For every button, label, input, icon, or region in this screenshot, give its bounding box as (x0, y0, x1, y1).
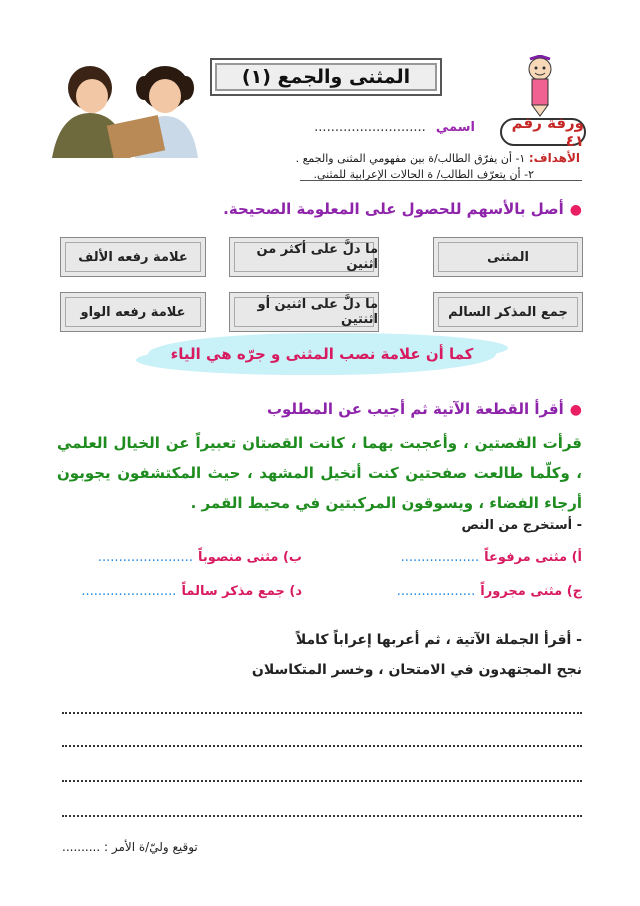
answer-line[interactable] (62, 712, 582, 714)
sheet-number-badge (500, 114, 586, 150)
extract-item-a (401, 546, 582, 565)
parse-instruction (296, 632, 582, 648)
answer-field[interactable]: ....................... (81, 584, 177, 599)
name-row (314, 120, 475, 135)
match-text: علامة رفعه الواو (80, 304, 186, 320)
sheet-number-text: ورقة رقم ٤١ (511, 114, 584, 150)
extract-item-b (98, 546, 302, 565)
match-box-r1-c1[interactable] (433, 237, 583, 277)
extract-item-d (81, 580, 302, 599)
match-box-r2-c1[interactable] (433, 292, 583, 332)
answer-line[interactable] (62, 780, 582, 782)
bullet-icon: ● (569, 202, 582, 218)
parse-instruction-text: - أقرأ الجملة الآتية ، ثم أعربها إعراباً كاملاً (295, 632, 582, 648)
item-label: ب) مثنى منصوباً (198, 550, 302, 565)
extract-instruction (462, 518, 582, 533)
bullet-icon: ● (569, 402, 582, 418)
match-box-r2-c3[interactable] (60, 292, 206, 332)
passage-text: قرأت القصتين ، وأعجبت بهما ، كانت القصتان تعبيراً عن الخيال العلمي ، وكلّما طالعت صفحتين كنت أتخيل المشهد ، حيث المكتشفون يجوبون أرجاء الفضاء ، ويسوقون المركبتين في محيط القمر . (57, 434, 582, 512)
answer-field[interactable]: ................... (396, 584, 476, 599)
parse-sentence-text: نجح المجتهدون في الامتحان ، وخسر المتكاسلان (251, 662, 582, 678)
answer-field[interactable]: ....................... (97, 550, 193, 565)
goals-block (296, 150, 580, 183)
item-label: د) جمع مذكر سالماً (181, 584, 302, 599)
goal-2: ٢- أن يتعرّف الطالب/ ة الحالات الإعرابية للمثنى. (313, 168, 534, 181)
note-text: كما أن علامة نصب المثنى و جرّه هي الياء (170, 345, 474, 363)
item-label: ج) مثنى مجروراً (480, 584, 582, 599)
extract-text: - أستخرج من النص (461, 518, 582, 533)
children-illustration (40, 58, 200, 158)
page-title-text: المثنى والجمع (١) (241, 66, 411, 88)
section2-heading-text: أقرأ القطعة الآتية ثم أجيب عن المطلوب (266, 400, 564, 418)
extract-item-c (397, 580, 582, 599)
signature-text: توقيع وليّ/ة الأمر : .......... (62, 840, 198, 854)
match-text: المثنى (487, 249, 529, 265)
match-box-r1-c2[interactable] (229, 237, 379, 277)
parse-sentence (252, 662, 582, 678)
section1-heading-text: أصل بالأسهم للحصول على المعلومة الصحيحة. (223, 200, 564, 218)
section1-heading (223, 200, 582, 218)
goals-divider (300, 180, 582, 181)
match-text: ما دلَّ على اثنين أو اثنتين (257, 297, 378, 327)
pencil-mascot-icon (520, 55, 560, 117)
guardian-signature (62, 840, 198, 854)
item-label: أ) مثنى مرفوعاً (484, 550, 582, 565)
match-text: ما دلَّ على أكثر من اثنين (256, 242, 378, 272)
reading-passage (57, 428, 582, 518)
name-field[interactable]: ........................... (314, 120, 426, 135)
answer-line[interactable] (62, 815, 582, 817)
match-text: جمع المذكر السالم (448, 304, 568, 320)
section2-heading (267, 400, 582, 418)
match-box-r1-c3[interactable] (60, 237, 206, 277)
answer-line[interactable] (62, 745, 582, 747)
page-title (210, 58, 442, 96)
answer-field[interactable]: ................... (400, 550, 480, 565)
note-cloud (148, 333, 496, 375)
match-box-r2-c2[interactable] (229, 292, 379, 332)
match-text: علامة رفعه الألف (78, 249, 188, 265)
goal-1: ١- أن يفرّق الطالب/ة بين مفهومي المثنى والجمع . (295, 152, 526, 165)
name-label: اسمي (435, 120, 475, 135)
goals-title: الأهداف: (528, 151, 580, 165)
